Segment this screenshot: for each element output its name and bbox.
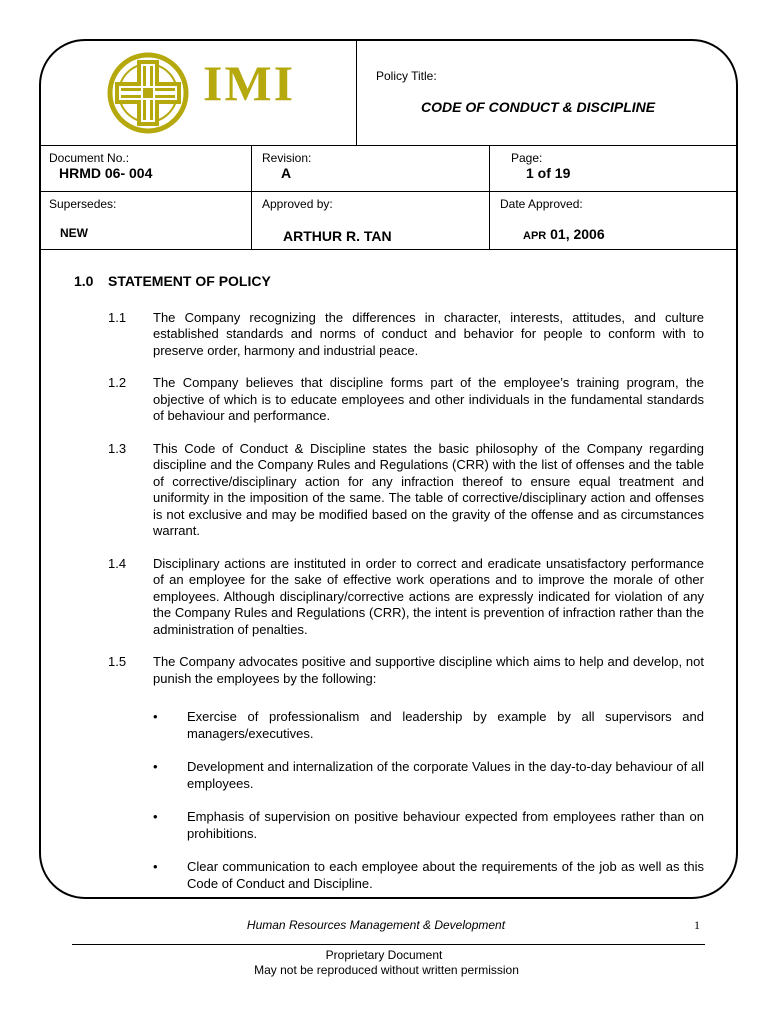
footer-page-number: 1 <box>694 918 700 932</box>
document-frame <box>39 39 738 899</box>
document-no-label: Document No.: <box>49 151 130 165</box>
policy-item <box>74 375 704 425</box>
bullet-icon: • <box>153 809 158 824</box>
bullet-text: Emphasis of supervision on positive behaviour expected from employees rather than on prohibitions. <box>187 809 704 841</box>
section-number: 1.0 <box>74 273 94 289</box>
meta-divider-1 <box>251 145 252 249</box>
supersedes-label: Supersedes: <box>49 197 117 211</box>
bullet-icon: • <box>153 759 158 774</box>
supersedes: NEW <box>60 226 88 240</box>
item-number: 1.5 <box>108 654 127 669</box>
revision: A <box>281 165 292 181</box>
bullet-text: Clear communication to each employee about the requirements of the job as well as this Code of Conduct and Discipline. <box>187 859 704 891</box>
bullet-item <box>153 709 704 742</box>
policy-body <box>74 273 704 899</box>
logo-wordmark: IMI <box>203 55 296 111</box>
footer-proprietary: Proprietary Document <box>325 948 443 962</box>
date-approved <box>523 226 605 242</box>
bullet-item <box>153 759 704 792</box>
item-number: 1.1 <box>108 309 127 325</box>
bullet-icon: • <box>153 709 158 724</box>
meta-divider-2 <box>489 145 490 249</box>
bullet-text: Exercise of professionalism and leadership by example by all supervisors and managers/executives. <box>187 709 704 741</box>
policy-item <box>74 441 704 540</box>
item-text: The Company believes that discipline forms part of the employee’s training program, the objective of which is to educate employees and other individuals in the fundamental standards of behaviour and performance. <box>153 375 704 423</box>
policy-item <box>74 556 704 639</box>
item-number: 1.2 <box>108 375 127 390</box>
imi-logo-icon <box>107 52 189 134</box>
footer-divider <box>72 944 705 945</box>
item-text: The Company advocates positive and supportive discipline which aims to help and develop, not punish the employees by the following: <box>153 654 704 686</box>
document-no: HRMD 06- 004 <box>59 165 153 181</box>
bullet-item <box>153 859 704 892</box>
section-heading <box>74 273 704 290</box>
policy-item <box>74 654 704 687</box>
policy-item <box>74 310 704 360</box>
item-text: Disciplinary actions are instituted in order to correct and eradicate unsatisfactory performance of an employee for the sake of effective work operations and to improve the morale of other employees. Although disciplinary/corrective actions are expressly indicated for violation of any the Company Rules and Regulations (CRR), the intent is prevention of infraction rather than the administration of penalties. <box>153 555 704 637</box>
item-text: The Company recognizing the differences in character, interests, attitudes, and culture established standards and norms of conduct and behavior for people to conform with to preserve order, harmony and industrial peace. <box>153 309 704 358</box>
approved-by: ARTHUR R. TAN <box>283 228 392 244</box>
page-count: 1 of 19 <box>526 165 571 181</box>
item-number: 1.3 <box>108 440 127 456</box>
bullet-item <box>153 809 704 842</box>
policy-title-label: Policy Title: <box>376 69 437 83</box>
approved-by-label: Approved by: <box>262 197 333 211</box>
footer-department: Human Resources Management & Development <box>246 918 506 932</box>
policy-title: CODE OF CONDUCT & DISCIPLINE <box>421 99 656 115</box>
item-number: 1.4 <box>108 555 127 571</box>
date-approved-day-year: 01, 2006 <box>550 226 605 242</box>
date-approved-label: Date Approved: <box>500 197 583 211</box>
bullet-text: Development and internalization of the corporate Values in the day-to-day behaviour of all employees. <box>187 759 704 791</box>
header-divider <box>356 41 357 145</box>
bullet-icon: • <box>153 859 158 874</box>
section-title: STATEMENT OF POLICY <box>108 273 271 289</box>
revision-label: Revision: <box>262 151 312 165</box>
date-approved-month: APR <box>523 230 547 242</box>
footer-reproduction-notice: May not be reproduced without written permission <box>254 963 519 977</box>
header-top-row <box>41 41 736 146</box>
page-label: Page: <box>511 151 543 165</box>
item-text: This Code of Conduct & Discipline states the basic philosophy of the Company regarding discipline and the Company Rules and Regulations (CRR) with the list of offenses and the table of corrective/disciplinary action for any infraction thereof to ensure equal treatment and uniformity in the imposition of the same. The table of corrective/disciplinary action and offenses is not exclusive and may be modified based on the gravity of the offense and as circumstances warrant. <box>153 440 704 538</box>
